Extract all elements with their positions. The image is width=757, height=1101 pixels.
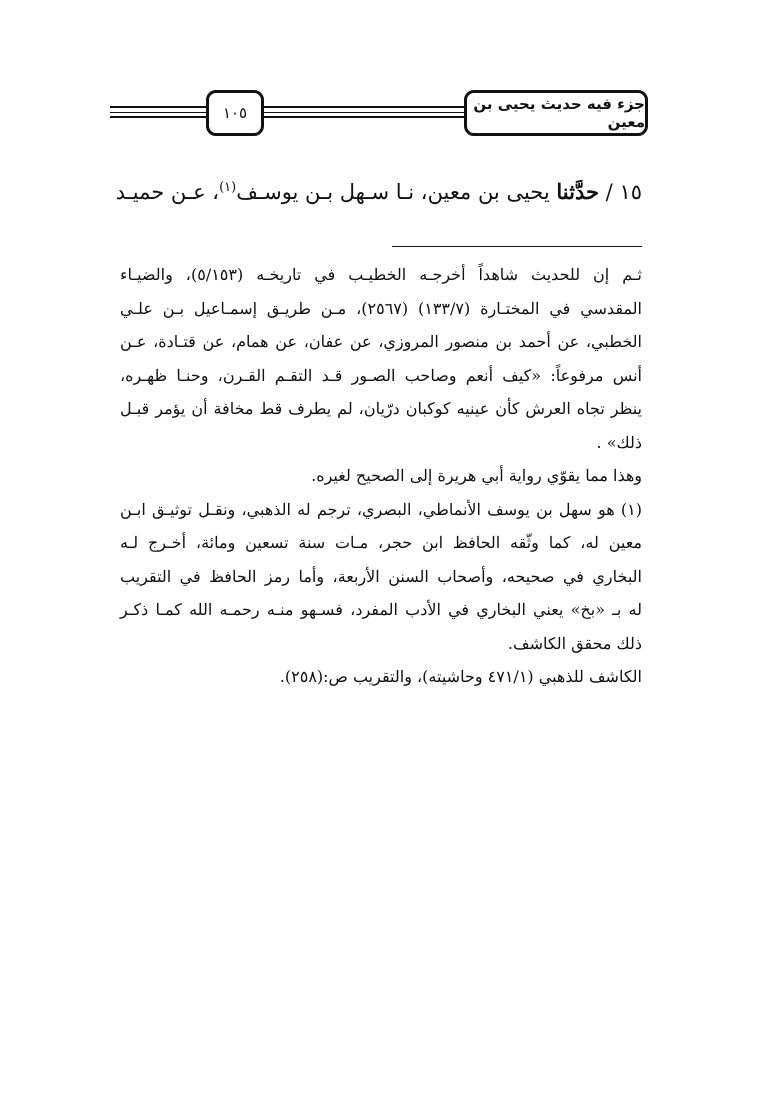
footnote-1-source: الكاشف للذهبي (٤٧١/١ وحاشيته)، والتقريب ص:(٢٥٨). [279, 667, 642, 686]
footnote-line: المقدسي في المختـارة (١٣٣/٧) (٢٥٦٧)، مـن طريـق إسمـاعيل بـن علـي [120, 298, 642, 318]
footnotes [120, 258, 642, 694]
footnote-1-line: معين له، كما وثّقه الحافظ ابن حجر، مـات سنة تسعين ومائة، أخـرج لـه [120, 533, 642, 552]
footnote-1-line: ذلك محقق الكاشف. [507, 633, 642, 653]
footnote-line: الخطبي، عن أحمد بن منصور المروزي، عن عفان، عن همام، عن قتـادة، عـن [120, 332, 642, 351]
hadith-text [115, 170, 642, 210]
running-title: جزء فيه حديث يحيى بن معين [464, 90, 648, 136]
hadith-text-body: يحيى بن معين، نـا سـهل بـن يوسـف [236, 180, 550, 204]
footnote-marker: (١) [219, 180, 237, 195]
hadith-lead-word: حدَّثنا [556, 179, 599, 204]
page-header [110, 88, 648, 136]
footnote-line: أنس مرفوعاً: «كيف أنعم وصاحب الصـور قـد التقـم القـرن، وحنـا ظهـره، [120, 365, 642, 385]
footnote-line: ثـم إن للحديث شاهداً أخرجـه الخطيـب في تاريخـه (٥/١٥٣)، والضيـاء [120, 265, 642, 284]
footnote-1-line: (١) هو سهل بن يوسف الأنماطي، البصري، ترجم له الذهبي، ونقـل توثيـق ابـن [120, 499, 642, 519]
hadith-text-tail: ، عـن حميـد [115, 180, 220, 204]
footnote-line: ينظر تجاه العرش كأن عينيه كوكبان درّيان، لم يطرف قط مخافة أن يؤمر قبـل [120, 399, 642, 418]
footnote-separator [392, 246, 642, 247]
footnote-line: ذلك» . [596, 432, 642, 452]
page-number: ١٠٥ [206, 90, 264, 136]
footnote-1-line: له بـ «بخ» يعني البخاري في الأدب المفرد، فسـهو منـه رحمـه الله كمـا ذكـر [120, 600, 642, 619]
hadith-number: ١٥ / [605, 180, 642, 204]
footnote-1-line: البخاري في صحيحه، وأصحاب السنن الأربعة، وأما رمز الحافظ في التقريب [120, 566, 642, 586]
footnote-conclusion: وهذا مما يقوّي رواية أبي هريرة إلى الصحيح لغيره. [311, 466, 642, 485]
